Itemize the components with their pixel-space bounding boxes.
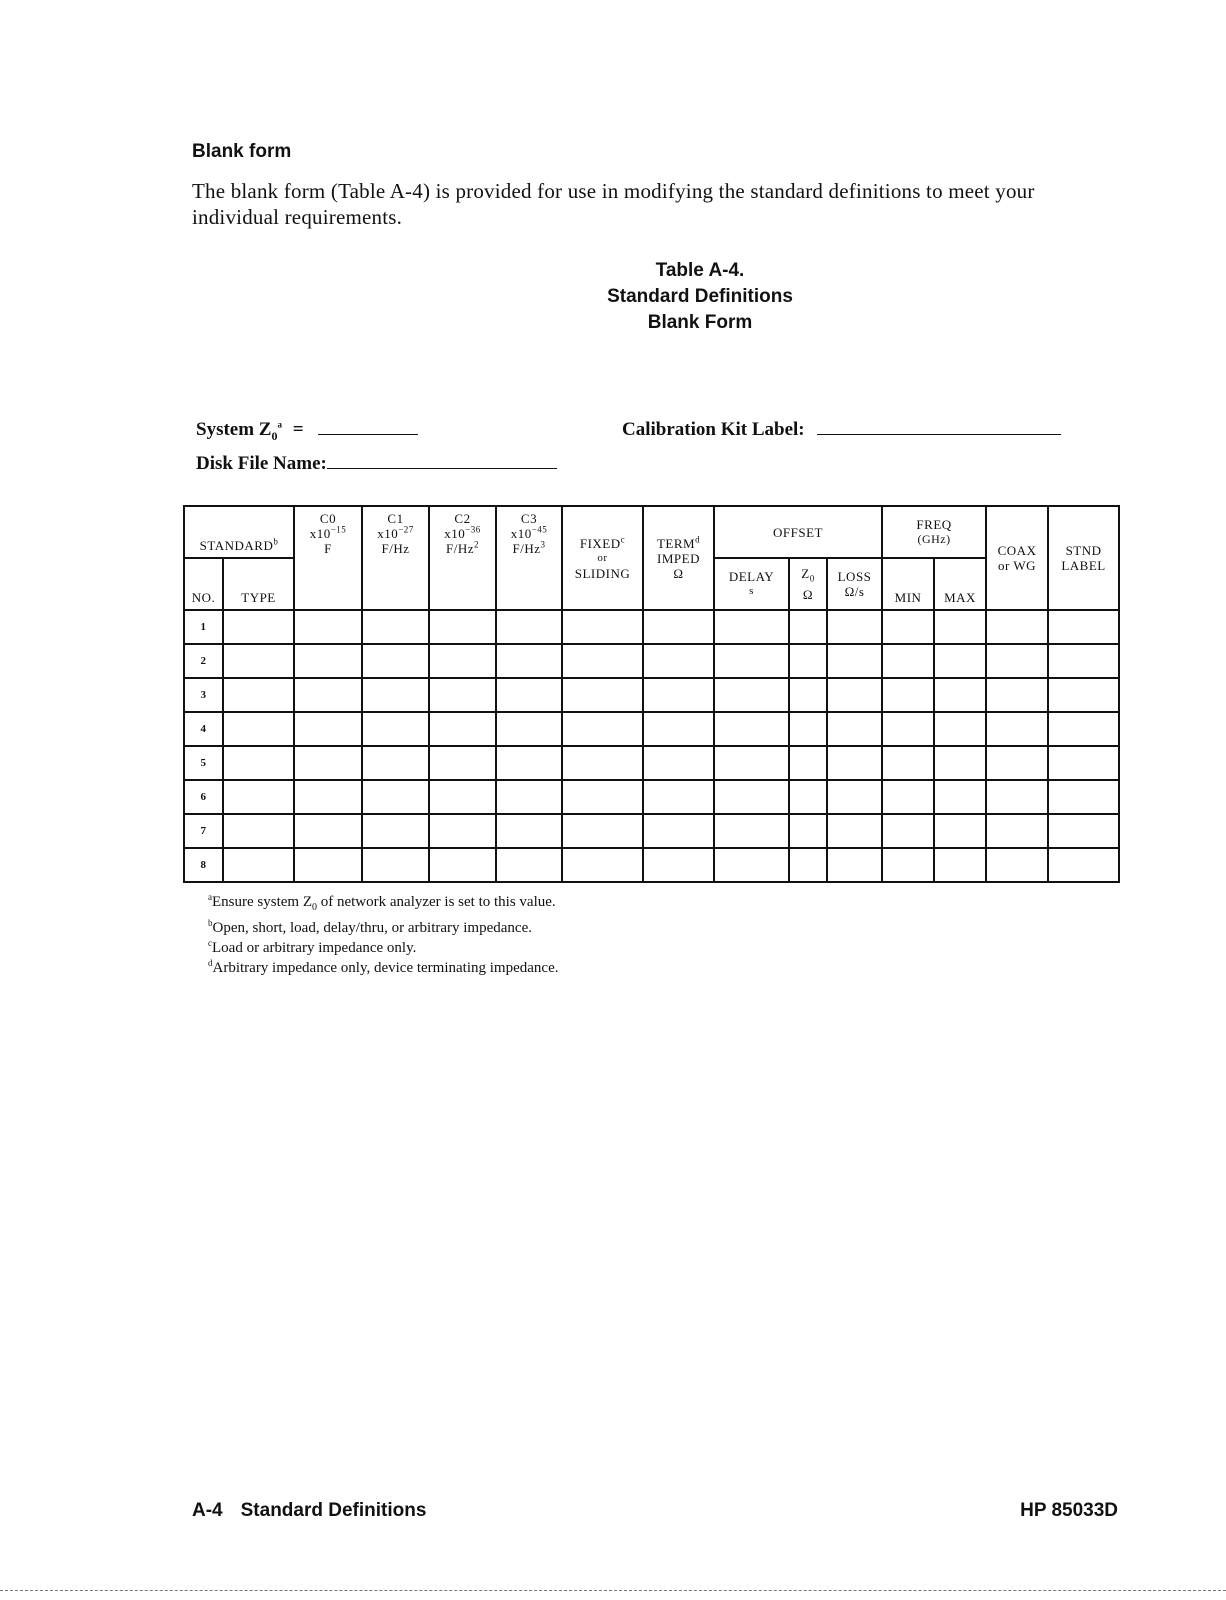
- header-z0: $Z_0$ Ω: [789, 558, 827, 610]
- disk-file-name-field: [196, 453, 557, 475]
- blank-cell[interactable]: [934, 746, 986, 780]
- caption-subtitle: Blank Form: [647, 312, 753, 333]
- blank-cell[interactable]: [643, 814, 714, 848]
- blank-cell[interactable]: [882, 610, 934, 644]
- footer-left: [192, 1500, 426, 1522]
- blank-cell[interactable]: [496, 678, 562, 712]
- blank-cell[interactable]: [562, 610, 643, 644]
- row-number: 1: [184, 610, 223, 644]
- blank-cell[interactable]: [882, 678, 934, 712]
- blank-cell[interactable]: [562, 644, 643, 678]
- header-delay: DELAY s: [714, 558, 789, 610]
- table-row: [184, 848, 1119, 882]
- header-max: MAX: [934, 558, 986, 610]
- blank-cell[interactable]: [643, 780, 714, 814]
- blank-cell[interactable]: [362, 610, 429, 644]
- blank-cell[interactable]: [986, 814, 1048, 848]
- table-row: [184, 644, 1119, 678]
- footnote-b: $^b$Open, short, load, delay/thru, or arbitrary impedance.: [208, 918, 532, 936]
- blank-cell[interactable]: [986, 712, 1048, 746]
- blank-cell[interactable]: [643, 644, 714, 678]
- blank-cell[interactable]: [362, 780, 429, 814]
- blank-cell[interactable]: [827, 746, 882, 780]
- blank-cell[interactable]: [362, 678, 429, 712]
- header-coax-wg: COAX or WG: [986, 506, 1048, 610]
- table-caption: [520, 258, 880, 336]
- blank-cell[interactable]: [882, 746, 934, 780]
- blank-cell[interactable]: [827, 848, 882, 882]
- blank-cell[interactable]: [827, 610, 882, 644]
- footnote-d: $^d$Arbitrary impedance only, device terminating impedance.: [208, 958, 559, 976]
- blank-cell[interactable]: [789, 814, 827, 848]
- blank-cell[interactable]: [294, 712, 362, 746]
- row-number: 5: [184, 746, 223, 780]
- blank-cell[interactable]: [562, 678, 643, 712]
- system-z0-blank[interactable]: [318, 433, 418, 435]
- blank-cell[interactable]: [1048, 644, 1119, 678]
- blank-cell[interactable]: [827, 644, 882, 678]
- blank-cell[interactable]: [714, 610, 789, 644]
- cal-kit-label: Calibration Kit Label:: [622, 419, 805, 440]
- header-term-imped: TERM$^d$ IMPED Ω: [643, 506, 714, 610]
- blank-cell[interactable]: [429, 848, 496, 882]
- blank-cell[interactable]: [934, 712, 986, 746]
- footnote-c: $^c$Load or arbitrary impedance only.: [208, 938, 417, 956]
- blank-cell[interactable]: [714, 644, 789, 678]
- blank-cell[interactable]: [714, 746, 789, 780]
- blank-cell[interactable]: [223, 814, 294, 848]
- caption-title: Standard Definitions: [607, 286, 793, 307]
- blank-cell[interactable]: [223, 848, 294, 882]
- header-type: TYPE: [223, 558, 294, 610]
- blank-cell[interactable]: [362, 814, 429, 848]
- blank-cell[interactable]: [827, 678, 882, 712]
- blank-cell[interactable]: [294, 678, 362, 712]
- blank-cell[interactable]: [714, 678, 789, 712]
- blank-cell[interactable]: [986, 644, 1048, 678]
- header-min: MIN: [882, 558, 934, 610]
- cal-kit-label-blank[interactable]: [817, 433, 1061, 435]
- row-number: 4: [184, 712, 223, 746]
- header-c3: C3 $x10^{-45}$ F/Hz$^3$: [496, 506, 562, 610]
- blank-cell[interactable]: [294, 780, 362, 814]
- blank-cell[interactable]: [496, 814, 562, 848]
- standard-definitions-table: [183, 505, 1120, 883]
- blank-cell[interactable]: [362, 712, 429, 746]
- row-number: 6: [184, 780, 223, 814]
- table-row: [184, 678, 1119, 712]
- disk-file-name-label: Disk File Name:: [196, 453, 327, 474]
- blank-cell[interactable]: [223, 678, 294, 712]
- blank-cell[interactable]: [429, 746, 496, 780]
- system-z0-label: System Z: [196, 419, 272, 440]
- blank-cell[interactable]: [294, 644, 362, 678]
- blank-cell[interactable]: [789, 644, 827, 678]
- table-row: [184, 746, 1119, 780]
- blank-cell[interactable]: [496, 848, 562, 882]
- blank-cell[interactable]: [1048, 780, 1119, 814]
- blank-cell[interactable]: [294, 610, 362, 644]
- header-c1: C1 $x10^{-27}$ F/Hz: [362, 506, 429, 610]
- header-offset: OFFSET: [714, 506, 882, 558]
- blank-cell[interactable]: [294, 746, 362, 780]
- header-c2: C2 $x10^{-36}$ F/Hz$^2$: [429, 506, 496, 610]
- system-z0-subscript: 0: [271, 428, 278, 443]
- blank-cell[interactable]: [223, 746, 294, 780]
- blank-cell[interactable]: [789, 610, 827, 644]
- table-row: [184, 814, 1119, 848]
- blank-cell[interactable]: [562, 746, 643, 780]
- header-c0: C0 $x10^{-15}$ F: [294, 506, 362, 610]
- blank-cell[interactable]: [986, 678, 1048, 712]
- blank-cell[interactable]: [562, 780, 643, 814]
- system-z0-equals: =: [292, 419, 304, 440]
- row-number: 7: [184, 814, 223, 848]
- blank-cell[interactable]: [223, 780, 294, 814]
- header-fixed-sliding: FIXED$^c$ or SLIDING: [562, 506, 643, 610]
- system-z0-field: [196, 419, 418, 444]
- blank-cell[interactable]: [429, 814, 496, 848]
- blank-cell[interactable]: [429, 610, 496, 644]
- blank-cell[interactable]: [294, 848, 362, 882]
- blank-cell[interactable]: [934, 814, 986, 848]
- blank-cell[interactable]: [789, 712, 827, 746]
- blank-cell[interactable]: [789, 746, 827, 780]
- blank-cell[interactable]: [362, 746, 429, 780]
- blank-cell[interactable]: [223, 644, 294, 678]
- section-heading: Blank form: [192, 141, 292, 162]
- blank-cell[interactable]: [1048, 712, 1119, 746]
- table-row: [184, 610, 1119, 644]
- blank-cell[interactable]: [986, 610, 1048, 644]
- blank-cell[interactable]: [643, 678, 714, 712]
- blank-cell[interactable]: [429, 712, 496, 746]
- header-loss: LOSS Ω/s: [827, 558, 882, 610]
- note-ref-a: a: [277, 419, 282, 430]
- page-bottom-rule: [0, 1590, 1226, 1592]
- blank-cell[interactable]: [934, 644, 986, 678]
- blank-cell[interactable]: [934, 610, 986, 644]
- blank-cell[interactable]: [643, 746, 714, 780]
- blank-cell[interactable]: [986, 780, 1048, 814]
- blank-cell[interactable]: [643, 848, 714, 882]
- blank-cell[interactable]: [714, 814, 789, 848]
- disk-file-name-blank[interactable]: [327, 467, 557, 469]
- blank-cell[interactable]: [986, 848, 1048, 882]
- blank-cell[interactable]: [223, 712, 294, 746]
- blank-cell[interactable]: [934, 780, 986, 814]
- blank-cell[interactable]: [882, 814, 934, 848]
- blank-cell[interactable]: [562, 848, 643, 882]
- table-row: [184, 780, 1119, 814]
- table-row: [184, 712, 1119, 746]
- blank-cell[interactable]: [1048, 848, 1119, 882]
- blank-cell[interactable]: [643, 610, 714, 644]
- row-number: 8: [184, 848, 223, 882]
- caption-table-number: Table A-4.: [655, 260, 745, 281]
- blank-cell[interactable]: [714, 780, 789, 814]
- footer-model: HP 85033D: [1020, 1500, 1118, 1521]
- blank-cell[interactable]: [714, 712, 789, 746]
- blank-cell[interactable]: [789, 678, 827, 712]
- blank-cell[interactable]: [882, 644, 934, 678]
- footnote-a: $^a$Ensure system $Z_0$ of network analyzer is set to this value.: [208, 892, 556, 913]
- blank-cell[interactable]: [496, 712, 562, 746]
- blank-cell[interactable]: [882, 848, 934, 882]
- blank-cell[interactable]: [496, 610, 562, 644]
- blank-cell[interactable]: [827, 712, 882, 746]
- row-number: 3: [184, 678, 223, 712]
- blank-cell[interactable]: [294, 814, 362, 848]
- blank-cell[interactable]: [986, 746, 1048, 780]
- blank-cell[interactable]: [362, 644, 429, 678]
- header-no: NO.: [184, 558, 223, 610]
- header-standard: STANDARD$^b$: [184, 506, 294, 558]
- blank-cell[interactable]: [789, 848, 827, 882]
- blank-cell[interactable]: [496, 780, 562, 814]
- blank-cell[interactable]: [827, 780, 882, 814]
- blank-cell[interactable]: [429, 780, 496, 814]
- footnotes: [208, 892, 558, 978]
- footer-section: Standard Definitions: [240, 1500, 427, 1521]
- blank-cell[interactable]: [1048, 610, 1119, 644]
- blank-cell[interactable]: [1048, 678, 1119, 712]
- blank-cell[interactable]: [223, 610, 294, 644]
- blank-cell[interactable]: [1048, 814, 1119, 848]
- blank-cell[interactable]: [882, 780, 934, 814]
- blank-cell[interactable]: [1048, 746, 1119, 780]
- header-stnd-label: STND LABEL: [1048, 506, 1119, 610]
- blank-cell[interactable]: [934, 678, 986, 712]
- blank-cell[interactable]: [714, 848, 789, 882]
- intro-paragraph: The blank form (Table A-4) is provided for use in modifying the standard definitions to meet your individual requirements.: [192, 179, 1035, 229]
- blank-cell[interactable]: [496, 644, 562, 678]
- blank-cell[interactable]: [882, 712, 934, 746]
- blank-cell[interactable]: [429, 678, 496, 712]
- cal-kit-label-field: [622, 419, 1061, 441]
- blank-cell[interactable]: [429, 644, 496, 678]
- row-number: 2: [184, 644, 223, 678]
- blank-cell[interactable]: [362, 848, 429, 882]
- blank-cell[interactable]: [827, 814, 882, 848]
- header-freq: FREQ (GHz): [882, 506, 986, 558]
- blank-cell[interactable]: [496, 746, 562, 780]
- blank-cell[interactable]: [562, 814, 643, 848]
- blank-cell[interactable]: [562, 712, 643, 746]
- blank-cell[interactable]: [934, 848, 986, 882]
- footer-page-id: A-4: [192, 1500, 223, 1521]
- blank-cell[interactable]: [643, 712, 714, 746]
- blank-cell[interactable]: [789, 780, 827, 814]
